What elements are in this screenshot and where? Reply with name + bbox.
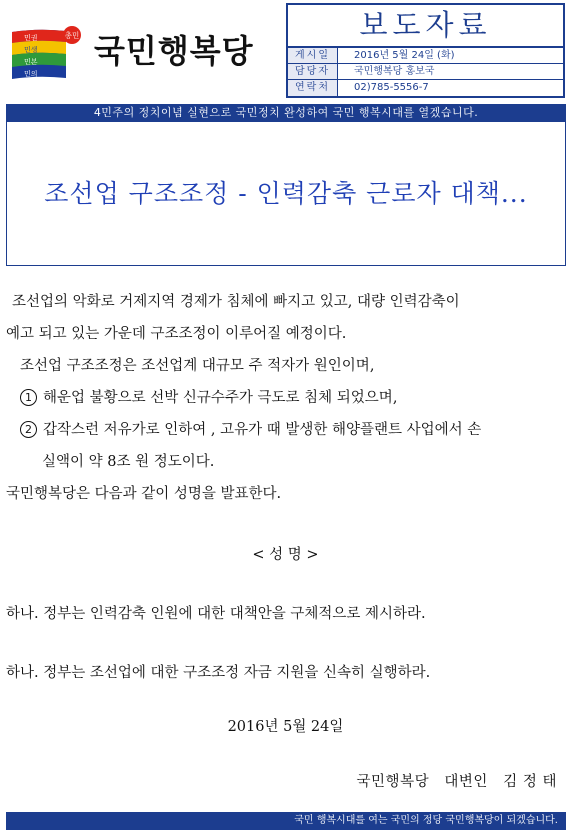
logo-word-1: 민권 xyxy=(24,34,38,42)
info-row-date xyxy=(288,48,563,64)
list-item-2-continuation: 실액이 약 8조 원 정도이다. xyxy=(42,454,215,470)
logo-badge-text: 총민 xyxy=(64,31,80,40)
press-release-title: 보도자료 xyxy=(288,5,563,48)
headline-box xyxy=(6,122,566,266)
info-value: 2016년 5월 24일 (화) xyxy=(354,50,455,61)
logo-word-4: 민의 xyxy=(24,70,38,78)
party-logo xyxy=(8,26,86,82)
info-value: 02)785-5556-7 xyxy=(354,82,429,93)
signature: 국민행복당 대변인 김 정 태 xyxy=(356,774,557,790)
statement-date: 2016년 5월 24일 xyxy=(227,719,344,735)
paragraph-1-line-1: 조선업의 악화로 거제지역 경제가 침체에 빠지고 있고, 대량 인력감축이 xyxy=(12,294,460,310)
list-item-text: 갑작스런 저유가로 인하여 , 고유가 때 발생한 해양플랜트 사업에서 손 xyxy=(43,422,482,438)
statement-demand: 하나. 정부는 인력감축 인원에 대한 대책안을 구체적으로 제시하라. xyxy=(6,606,426,622)
press-release-info-box xyxy=(286,3,565,98)
info-value: 국민행복당 홍보국 xyxy=(354,66,435,77)
headline: 조선업 구조조정 - 인력감축 근로자 대책... xyxy=(44,179,528,208)
list-item-2 xyxy=(20,418,481,439)
paragraph-1-line-2: 예고 되고 있는 가운데 구조조정이 이루어질 예정이다. xyxy=(6,326,347,342)
circled-number: 2 xyxy=(20,421,37,438)
paragraph-2: 조선업 구조조정은 조선업계 대규모 주 적자가 원인이며, xyxy=(20,358,375,374)
info-row-contact-person xyxy=(288,64,563,80)
slogan-banner: 4민주의 정치이념 실현으로 국민정치 완성하여 국민 행복시대를 열겠습니다. xyxy=(6,104,566,122)
list-item-text: 해운업 불황으로 선박 신규수주가 극도로 침체 되었으며, xyxy=(43,390,398,406)
statement-title: < 성 명 > xyxy=(252,547,319,563)
logo-word-3: 민본 xyxy=(24,58,38,66)
paragraph-3: 국민행복당은 다음과 같이 성명을 발표한다. xyxy=(6,486,282,502)
list-item-1 xyxy=(20,386,397,407)
info-label: 담당자 xyxy=(288,64,338,79)
logo-word-2: 민생 xyxy=(24,46,38,54)
footer-banner: 국민 행복시대를 여는 국민의 정당 국민행복당이 되겠습니다. xyxy=(6,812,566,830)
info-row-phone xyxy=(288,80,563,96)
statement-demand: 하나. 정부는 조선업에 대한 구조조정 자금 지원을 신속히 실행하라. xyxy=(6,665,431,681)
circled-number: 1 xyxy=(20,389,37,406)
info-label: 게시일 xyxy=(288,48,338,63)
info-label: 연락처 xyxy=(288,80,338,96)
party-name: 국민행복당 xyxy=(94,32,254,70)
